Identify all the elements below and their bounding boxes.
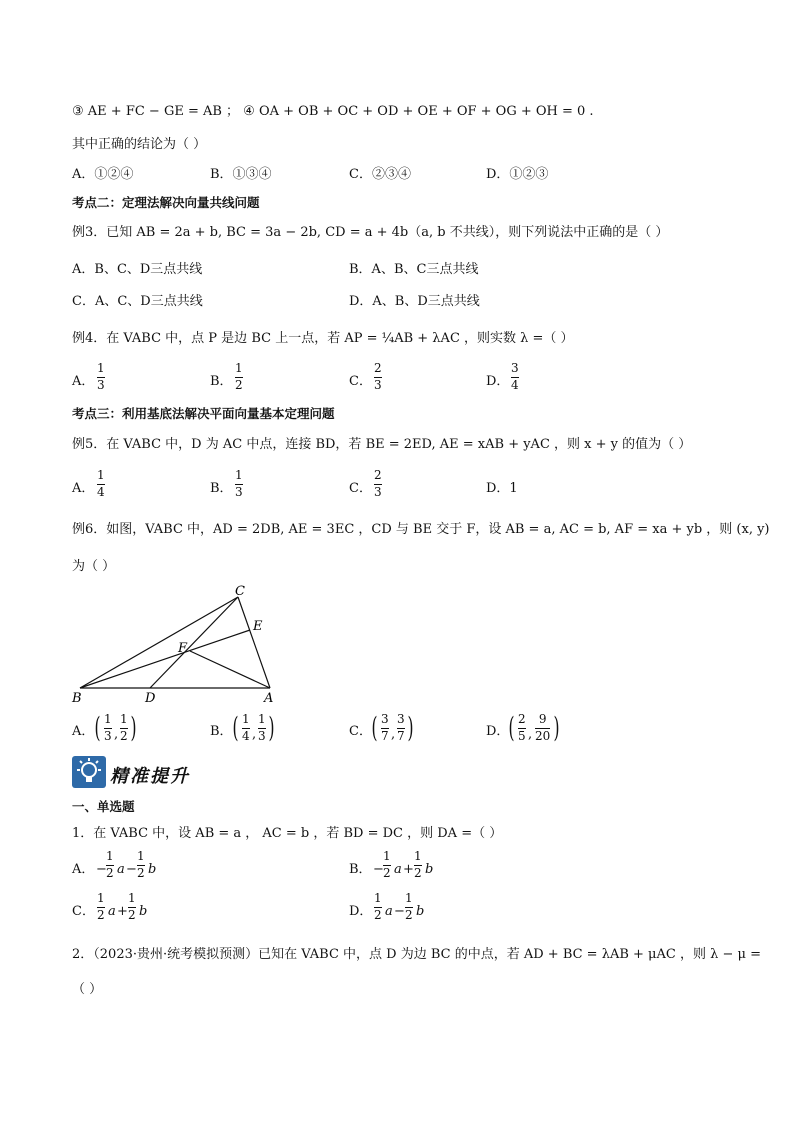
q1-a-vec-b: b [148, 862, 157, 877]
ex6-open-paren-a: ( [94, 711, 101, 744]
q1-option-b: B． [349, 862, 372, 877]
ex4-fraction-d: 3 4 [511, 361, 519, 392]
question-2-cont: （ ） [72, 982, 103, 997]
segment-dc [150, 597, 238, 688]
banner-title: 精准提升 [110, 766, 190, 787]
ex5-option-c: C． [349, 481, 372, 496]
option-c: C．②③④ [349, 167, 411, 182]
ex5-option-d: D．1 [486, 481, 518, 496]
ex4-fraction-b: 1 2 [235, 361, 243, 392]
q1-a-sign: − [96, 862, 107, 877]
q1-option-c: C． [72, 904, 95, 919]
ex6-frac-b2: 1 3 [258, 712, 266, 743]
q1-option-d: D． [349, 904, 373, 919]
q1-b-vec-a: a [394, 862, 402, 877]
q1-a-vec-a: a [117, 862, 125, 877]
ex6-frac-a2: 1 2 [120, 712, 128, 743]
triangle-figure [70, 585, 280, 710]
ex6-option-a: A． [72, 724, 95, 739]
ex5-fraction-c: 2 3 [374, 468, 382, 499]
ex6-close-paren-b: ) [268, 711, 275, 744]
label-e: E [253, 619, 263, 634]
ex4-option-d: D． [486, 374, 510, 389]
example-5: 例5．在 VABC 中，D 为 AC 中点，连接 BD，若 BE = 2ED, AE = xAB + yAC ，则 x + y 的值为（ ） [72, 437, 692, 452]
lightbulb-icon [72, 756, 106, 788]
ex6-frac-d1: 2 5 [518, 712, 526, 743]
ex6-close-paren-a: ) [130, 711, 137, 744]
ex4-option-c: C． [349, 374, 372, 389]
ex6-close-paren-d: ) [553, 711, 560, 744]
q1-a-op: − [126, 862, 137, 877]
ex4-fraction-a: 1 3 [97, 361, 105, 392]
q1-d-half-1: 1 2 [374, 891, 382, 922]
ex6-option-d: D． [486, 724, 510, 739]
ex6-option-c: C． [349, 724, 372, 739]
q1-a-half-2: 1 2 [137, 849, 145, 880]
segment-fa [190, 651, 270, 688]
q1-b-half-2: 1 2 [414, 849, 422, 880]
label-f: F [178, 641, 188, 656]
ex4-option-b: B． [210, 374, 233, 389]
statement-3-4: ③ AE + FC − GE = AB ； ④ OA + OB + OC + OD + OE + OF + OG + OH = 0 . [72, 104, 594, 119]
q1-option-a: A． [72, 862, 95, 877]
label-c: C [235, 585, 245, 599]
ex6-option-b: B． [210, 724, 233, 739]
ex5-fraction-b: 1 3 [235, 468, 243, 499]
q1-c-op: + [117, 904, 128, 919]
q1-c-half-2: 1 2 [128, 891, 136, 922]
ex6-comma-b: , [252, 727, 257, 742]
ex3-option-c: C．A、C、D三点共线 [72, 294, 203, 309]
ex3-option-d: D．A、B、D三点共线 [349, 294, 480, 309]
q1-b-half-1: 1 2 [383, 849, 391, 880]
question-1: 1．在 VABC 中，设 AB = a ， AC = b ，若 BD = DC ，则 DA =（ ） [72, 826, 503, 841]
option-d: D．①②③ [486, 167, 549, 182]
ex6-close-paren-c: ) [407, 711, 414, 744]
ex4-option-a: A． [72, 374, 95, 389]
section-heading-2: 考点二：定理法解决向量共线问题 [72, 195, 260, 210]
example-6: 例6．如图，VABC 中，AD = 2DB, AE = 3EC ，CD 与 BE 交于 F，设 AB = a, AC = b, AF = xa + yb ，则 (x, y) [72, 522, 770, 537]
q1-c-vec-a: a [108, 904, 116, 919]
ex5-fraction-a: 1 4 [97, 468, 105, 499]
option-b: B．①③④ [210, 167, 272, 182]
option-a: A．①②④ [72, 167, 134, 182]
ex6-open-paren-d: ( [508, 711, 515, 744]
q1-d-vec-a: a [385, 904, 393, 919]
q1-b-sign: − [373, 862, 384, 877]
ex3-option-b: B．A、B、C三点共线 [349, 262, 479, 277]
ex6-comma-c: , [391, 727, 396, 742]
ex5-option-a: A． [72, 481, 95, 496]
label-b: B [72, 691, 82, 706]
ex6-frac-c2: 3 7 [397, 712, 405, 743]
ex4-fraction-c: 2 3 [374, 361, 382, 392]
q1-d-op: − [394, 904, 405, 919]
q1-d-vec-b: b [416, 904, 425, 919]
ex6-frac-d2: 9 20 [535, 712, 551, 743]
example-4: 例4．在 VABC 中，点 P 是边 BC 上一点，若 AP = ¼AB + λAC ，则实数 λ =（ ） [72, 331, 574, 346]
q1-d-half-2: 1 2 [405, 891, 413, 922]
ex6-open-paren-c: ( [371, 711, 378, 744]
ex3-option-a: A．B、C、D三点共线 [72, 262, 203, 277]
ex6-open-paren-b: ( [232, 711, 239, 744]
ex6-frac-a1: 1 3 [104, 712, 112, 743]
ex5-option-b: B． [210, 481, 233, 496]
q1-b-op: + [403, 862, 414, 877]
section-heading-3: 考点三：利用基底法解决平面向量基本定理问题 [72, 406, 335, 421]
side-ca [238, 597, 270, 688]
label-d: D [145, 691, 156, 706]
question-prompt: 其中正确的结论为（ ） [72, 137, 207, 152]
example-6-cont: 为（ ） [72, 559, 116, 574]
q1-c-half-1: 1 2 [97, 891, 105, 922]
ex6-comma-d: , [528, 727, 533, 742]
example-3: 例3．已知 AB = 2a + b, BC = 3a − 2b, CD = a + 4b（a, b 不共线），则下列说法中正确的是（ ） [72, 225, 669, 240]
label-a: A [264, 691, 274, 706]
section-single-choice: 一、单选题 [72, 799, 135, 814]
ex6-comma-a: , [114, 727, 119, 742]
q1-b-vec-b: b [425, 862, 434, 877]
ex6-frac-c1: 3 7 [381, 712, 389, 743]
question-2: 2．（2023·贵州·统考模拟预测）已知在 VABC 中，点 D 为边 BC 的中点，若 AD + BC = λAB + μAC ，则 λ − μ = [72, 947, 761, 962]
q1-c-vec-b: b [139, 904, 148, 919]
ex6-frac-b1: 1 4 [242, 712, 250, 743]
q1-a-half-1: 1 2 [106, 849, 114, 880]
